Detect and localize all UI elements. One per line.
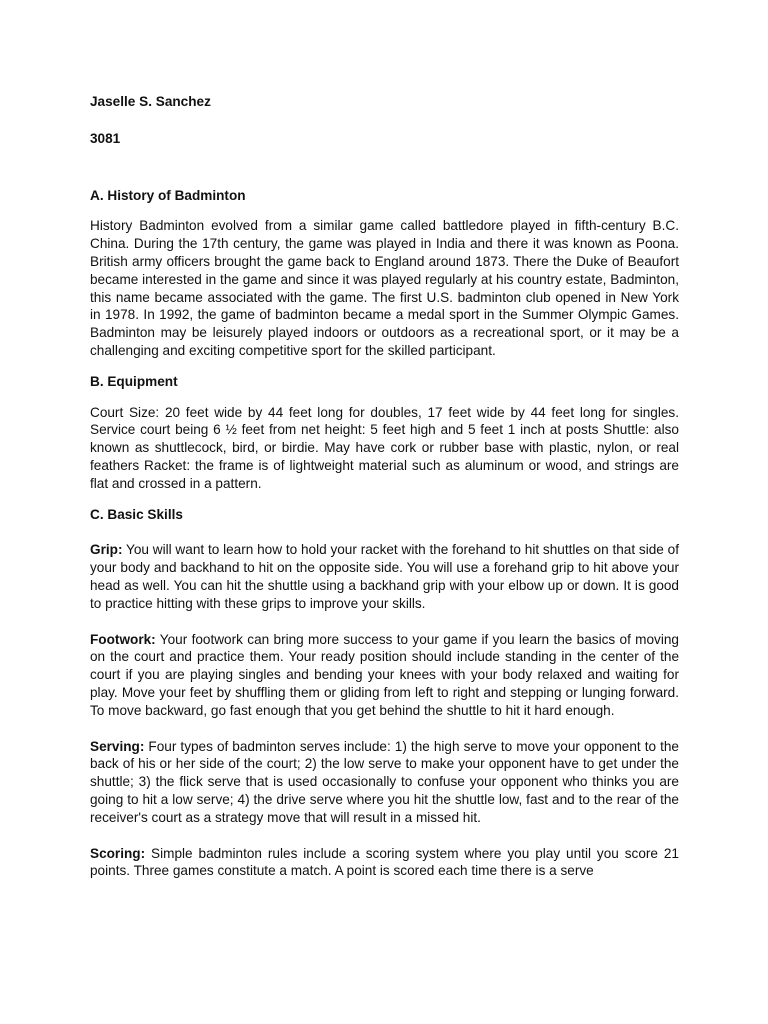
section-heading-equipment: B. Equipment [90, 373, 178, 389]
history-paragraph: History Badminton evolved from a similar game called battledore played in fifth-century B.C. China. During the 17th century, the game was played in India and there it was known as Poona. British army officers brought the game back to England around 1873. There the Duke of Beaufort became interested in the game and since it was played regularly at his country estate, Badminton, this name became associated with the game. The first U.S. badminton club opened in New York in 1978. In 1992, the game of badminton became a medal sport in the Summer Olympic Games. Badminton may be leisurely played indoors or outdoors as a recreational sport, or it may be a challenging and exciting competitive sport for the skilled participant. [90, 218, 679, 358]
serving-text: Four types of badminton serves include: 1) the high serve to move your opponent to the back of his or her side of the court; 2) the low serve to make your opponent have to get under the shuttle; 3) the flick serve that is used occasionally to confuse your opponent who thinks you are going to hit a low serve; 4) the drive serve where you hit the shuttle low, fast and to the rear of the receiver's court as a strategy move that will result in a missed hit. [90, 738, 679, 825]
footwork-term: Footwork: [90, 631, 156, 647]
grip-term: Grip: [90, 542, 123, 558]
document-page [90, 93, 679, 898]
footwork-text: Your footwork can bring more success to your game if you learn the basics of moving on the court and practice them. Your ready position should include standing in the center of the court if you are playing singles and bending your knees with your body relaxed and waiting for play. Move your feet by shuffling them or gliding from left to right and stepping or lunging forward. To move backward, go fast enough that you get behind the shuttle to hit it hard enough. [90, 631, 679, 718]
section-heading-basic-skills: C. Basic Skills [90, 506, 183, 522]
section-heading-history: A. History of Badminton [90, 187, 246, 203]
scoring-paragraph [90, 845, 679, 881]
grip-paragraph [90, 541, 679, 612]
student-id: 3081 [90, 130, 121, 146]
scoring-text: Simple badminton rules include a scoring system where you play until you score 21 points. Three games constitute a match. A point is scored each time there is a serve [90, 845, 679, 879]
scoring-term: Scoring: [90, 845, 146, 861]
serving-term: Serving: [90, 738, 145, 754]
equipment-paragraph: Court Size: 20 feet wide by 44 feet long for doubles, 17 feet wide by 44 feet long for singles. Service court being 6 ½ feet from net height: 5 feet high and 5 feet 1 inch at posts Shuttle: also known as shuttlecock, bird, or birdie. May have cork or rubber base with plastic, nylon, or real feathers Racket: the frame is of lightweight material such as aluminum or wood, and strings are flat and crossed in a pattern. [90, 404, 679, 491]
serving-paragraph [90, 738, 679, 827]
footwork-paragraph [90, 631, 679, 720]
author-name: Jaselle S. Sanchez [90, 94, 211, 109]
grip-text: You will want to learn how to hold your racket with the forehand to hit shuttles on that side of your body and backhand to hit on the opposite side. You will use a forehand grip to hit above your head as well. You can hit the shuttle using a backhand grip with your elbow up or down. It is good to practice hitting with these grips to improve your skills. [90, 542, 679, 611]
